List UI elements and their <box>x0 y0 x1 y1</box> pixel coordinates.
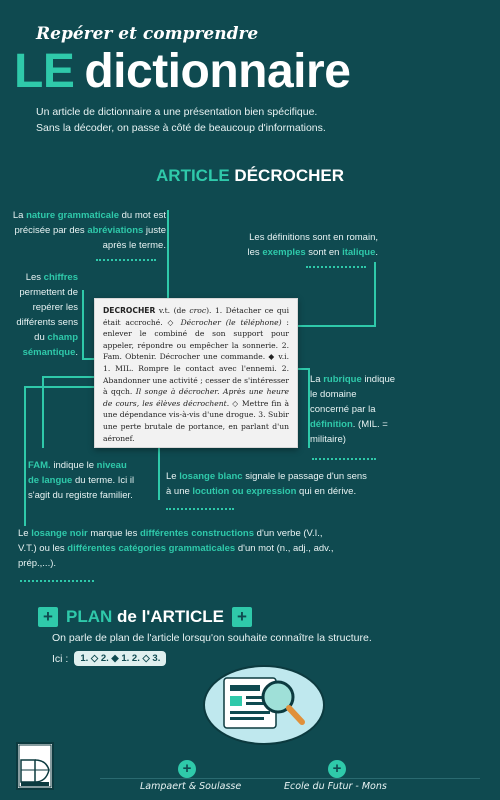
note-rubrique-t1: La <box>310 374 324 385</box>
intro-line-1: Un article de dictionnaire a une présentation bien spécifique. <box>36 106 318 118</box>
plan-title <box>66 607 224 627</box>
entry-example-1: Décrocher (le téléphone) <box>180 317 282 327</box>
intro-text <box>36 104 336 136</box>
note-definitions-b1: exemples <box>262 247 306 258</box>
note-fam-t1: indique le <box>50 460 97 471</box>
note-rubrique <box>310 372 396 447</box>
header-kicker: Repérer et comprendre <box>36 24 259 44</box>
entry-sense-2: : enlever le combiné de son support pour appeler, répondre ou empêcher la sonnerie. 2. Fam. Obtenir. Décrocher une commande. ◆ v.i. 1. MIL. Rompre le contact avec l'ennemi. 2. Abandonner une activité ; cesser de s'intéresser à qqch. <box>103 317 289 397</box>
plan-title-accent: PLAN <box>66 607 113 626</box>
plan-title-rest: de l'ARTICLE <box>112 607 224 626</box>
note-losange-noir-t2: marque les <box>87 528 140 539</box>
school-logo-icon <box>16 742 54 790</box>
note-rubrique-b1: rubrique <box>323 374 362 385</box>
note-losange-noir-b2: différentes constructions <box>139 528 255 539</box>
note-chiffres-b1: chiffres <box>43 272 78 283</box>
plan-ici-label: Ici : <box>52 652 69 665</box>
footer-divider <box>100 778 480 779</box>
entry-abbr: v.t. (de <box>155 306 190 315</box>
note-losange-blanc-t3: qui en dérive. <box>296 486 357 497</box>
note-losange-noir-t3: d'un verbe (V.I., V.T.) ou les <box>18 528 323 554</box>
page-title <box>14 46 350 98</box>
note-fam-b1: niveau de langue <box>28 460 127 486</box>
note-chiffres-b2: champ sémantique <box>22 332 78 358</box>
note-rubrique-b2: définition <box>310 419 353 430</box>
note-fam-b0: FAM. <box>28 460 51 471</box>
title-le: LE <box>14 45 75 98</box>
connector-defs-v <box>374 262 376 326</box>
article-heading <box>0 166 500 186</box>
note-nature-t1: La <box>12 210 27 221</box>
plan-heading <box>38 606 252 628</box>
note-rubrique-t2: indique le domaine concerné par la <box>310 374 396 415</box>
note-losange-noir <box>18 526 336 571</box>
note-definitions-t2: sont en <box>305 247 343 258</box>
note-nature-b1: nature grammaticale <box>26 210 119 221</box>
note-fam-t2: du terme. Ici il s'agit du registre familier. <box>28 475 135 501</box>
note-losange-noir-b3: différentes catégories grammaticales <box>67 543 236 554</box>
plus-icon: + <box>38 607 58 627</box>
note-nature-t2: du mot est précisée par des <box>14 210 166 236</box>
note-fam <box>28 458 140 503</box>
note-nature-t3: juste après le terme. <box>102 225 166 251</box>
note-chiffres-t1: Les <box>25 272 44 283</box>
note-definitions <box>236 230 378 260</box>
note-definitions-t3: . <box>375 247 378 258</box>
connector-chiffres-v <box>82 290 84 360</box>
note-nature-dots <box>96 259 156 261</box>
magnifier-document-icon <box>202 664 326 746</box>
note-losange-blanc-dots <box>166 508 234 510</box>
note-chiffres <box>10 270 78 360</box>
entry-headword: DECROCHER <box>103 306 156 315</box>
note-nature <box>10 208 166 253</box>
note-losange-blanc-t2: signale le passage d'un sens à une <box>166 471 367 497</box>
note-losange-noir-dots <box>20 580 94 582</box>
note-definitions-t1: Les définitions sont en romain, les <box>247 232 378 258</box>
entry-sense-1: ). 1. Détacher ce qui était accroché. ◇ <box>103 306 289 327</box>
plus-icon: + <box>328 760 346 778</box>
note-definitions-dots <box>306 266 366 268</box>
note-chiffres-t3: . <box>75 347 78 358</box>
title-word: dictionnaire <box>84 45 351 98</box>
footer-school: Ecole du Futur - Mons <box>284 781 387 792</box>
note-losange-blanc-t1: Le <box>166 471 180 482</box>
note-losange-blanc-b2: locution ou expression <box>192 486 297 497</box>
intro-line-2: Sans la décoder, on passe à côté de beaucoup d'informations. <box>36 122 326 134</box>
entry-sense-3: ◇ Mettre fin à une dépendance vis-à-vis d'une drogue. 3. Subir une perte brutale de portance, en parlant d'un aéronef. <box>103 398 290 443</box>
connector-losange-noir-v <box>24 386 26 526</box>
note-losange-blanc-b1: losange blanc <box>179 471 243 482</box>
note-nature-b2: abréviations <box>87 225 144 236</box>
dictionary-entry-card <box>94 298 298 448</box>
footer-author: Lampaert & Soulasse <box>140 781 242 792</box>
plan-example <box>52 651 166 666</box>
note-rubrique-t3: . (MIL. = militaire) <box>310 419 388 445</box>
note-losange-noir-t1: Le <box>18 528 32 539</box>
connector-nature-v <box>167 210 169 308</box>
note-losange-noir-t4: d'un mot (n., adj., adv., prép.,...). <box>18 543 334 569</box>
plus-icon: + <box>232 607 252 627</box>
plus-icon: + <box>178 760 196 778</box>
note-losange-blanc <box>166 469 372 499</box>
note-chiffres-t2: permettent de repérer les différents sens du <box>16 287 78 343</box>
article-heading-word: DÉCROCHER <box>234 166 344 185</box>
article-heading-accent: ARTICLE <box>156 166 230 185</box>
plan-description: On parle de plan de l'article lorsqu'on souhaite connaître la structure. <box>52 632 372 644</box>
note-rubrique-dots <box>312 458 376 460</box>
plan-structure-pill: 1. ◇ 2. ◆ 1. 2. ◇ 3. <box>74 651 166 666</box>
entry-abbr-italic: croc <box>189 306 207 315</box>
note-losange-noir-b1: losange noir <box>31 528 88 539</box>
note-definitions-b2: italique <box>342 247 376 258</box>
entry-example-2: Il songe à décrocher. Après une heure de cours, les élèves décrochent. <box>103 387 289 408</box>
